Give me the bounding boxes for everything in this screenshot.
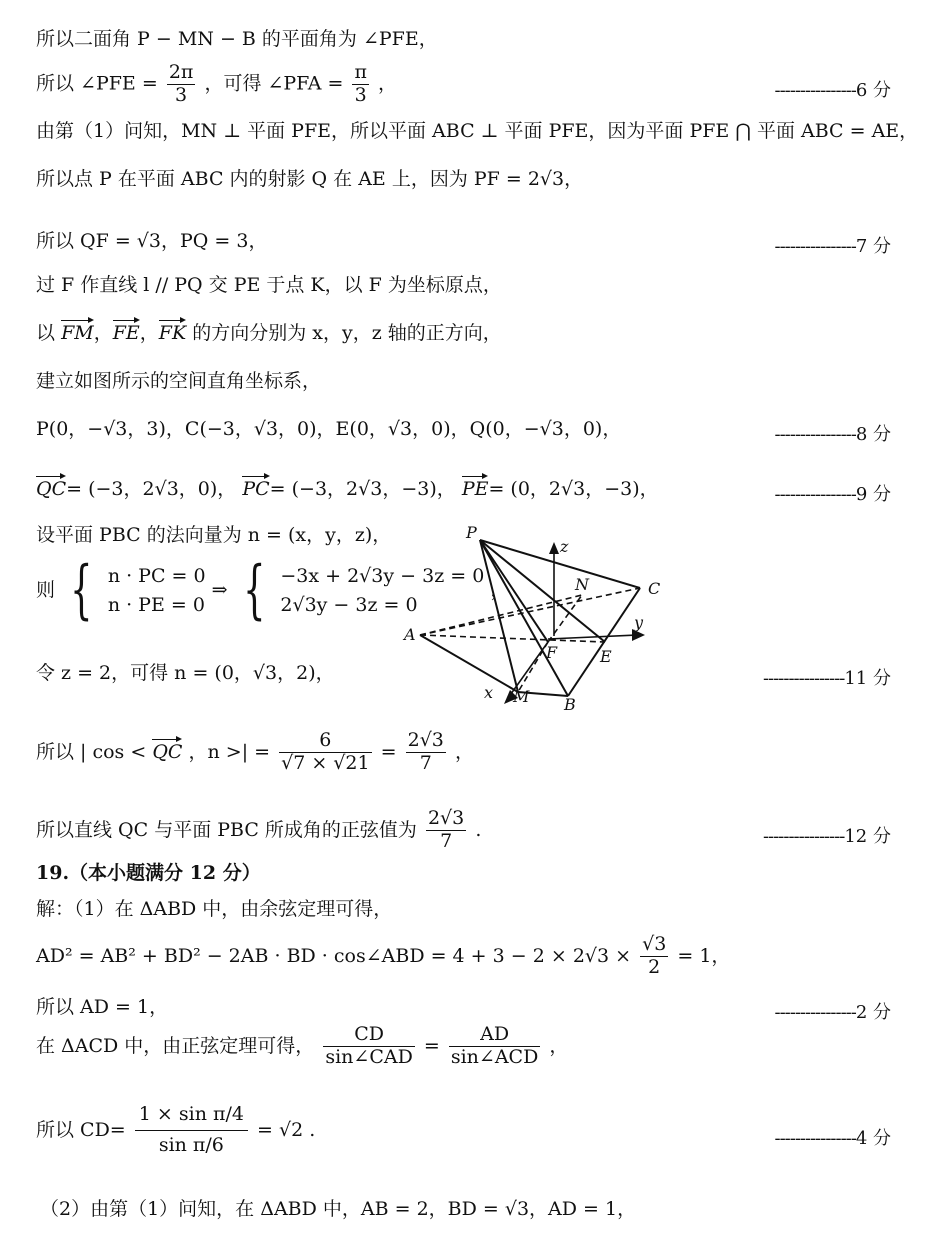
fraction-numerator: 6 xyxy=(279,730,371,753)
label-b: B xyxy=(564,695,576,714)
fraction-numerator: 1 × sin π/4 xyxy=(135,1100,248,1131)
text-segment: 的方向分别为 x，y，z 轴的正方向， xyxy=(192,322,502,344)
fraction-denominator: 7 xyxy=(440,829,453,852)
fraction xyxy=(352,62,369,107)
fraction xyxy=(135,1100,248,1161)
left-brace: { xyxy=(242,552,266,627)
text-segment: AD² = AB² + BD² − 2AB · BD · cos∠ABD = 4 + 3 − 2 × 2√3 × xyxy=(36,944,632,967)
text-segment: . xyxy=(475,818,482,841)
fraction-denominator: √7 × √21 xyxy=(281,751,370,774)
fraction-denominator: 3 xyxy=(354,83,367,106)
fraction-denominator: sin∠CAD xyxy=(325,1045,413,1068)
fraction-denominator: sin π/6 xyxy=(158,1133,224,1156)
text-segment: = (−3，2√3，0)， xyxy=(66,478,237,500)
text-line: 建立如图所示的空间直角坐标系， xyxy=(36,370,322,392)
equation-row: −3x + 2√3y − 3z = 0 xyxy=(280,565,485,587)
text-segment: 在 ΔACD 中，由正弦定理可得， xyxy=(36,1034,315,1057)
vector-qc: QC xyxy=(152,740,183,763)
fraction-numerator: AD xyxy=(449,1024,540,1047)
text-line: 所以 AD = 1， xyxy=(36,996,169,1018)
text-segment: 所以 ∠PFE = xyxy=(36,72,158,95)
text-segment: 所以 | cos < xyxy=(36,740,147,763)
text-line: 过 F 作直线 l // PQ 交 PE 于点 K，以 F 为坐标原点， xyxy=(36,274,502,296)
fraction xyxy=(640,934,668,979)
vector-fk: FK xyxy=(158,322,187,344)
text-line: P(0，−√3，3)，C(−3，√3，0)，E(0，√3，0)，Q(0，−√3，0)， xyxy=(36,418,622,440)
text-line: 解：（1）在 ΔABD 中，由余弦定理可得， xyxy=(36,898,393,920)
text-line: 在 ΔACD 中，由正弦定理可得， $\frac{CD}{\text{sin∠CAD}}$ = $\frac{AD}{\text{sin∠ACD}}$ ， xyxy=(36,1023,569,1068)
fraction-numerator: √3 xyxy=(642,933,667,955)
score-mark: ----------------9 分 xyxy=(774,484,891,505)
score-mark: ----------------2 分 xyxy=(774,1002,891,1023)
text-segment: ， xyxy=(378,72,398,95)
text-line xyxy=(36,1100,315,1161)
text-segment: 所以 CD= xyxy=(36,1118,126,1141)
label-n: N xyxy=(575,575,589,594)
score-mark: ----------------7 分 xyxy=(774,236,891,257)
equation-row: 2√3y − 3z = 0 xyxy=(280,593,418,616)
text-line: 由第（1）问知，MN ⊥ 平面 PFE，所以平面 ABC ⊥ 平面 PFE，因为平面 PFE ⋂ 平面 ABC = AE， xyxy=(36,120,919,142)
label-m: M xyxy=(513,687,530,706)
text-segment: 所以直线 QC 与平面 PBC 所成角的正弦值为 xyxy=(36,818,417,841)
text-line: 所以 | cos < QC ，n >| = $\frac{6}{√7 \times √21}$ = $\frac{2√3}{7}$ ， xyxy=(36,729,474,774)
system-left xyxy=(108,562,206,619)
text-line xyxy=(36,934,730,979)
fraction xyxy=(279,730,371,775)
text-line: 所以 QF = √3，PQ = 3， xyxy=(36,230,268,252)
text-line: 令 z = 2，可得 n = (0，√3，2)， xyxy=(36,662,335,684)
text-segment: = (−3，2√3，−3)， xyxy=(269,478,456,500)
fraction xyxy=(323,1024,414,1069)
label-x: x xyxy=(484,683,494,702)
text-line: 所以点 P 在平面 ABC 内的射影 Q 在 AE 上，因为 PF = 2√3， xyxy=(36,168,584,190)
text-line xyxy=(36,480,659,499)
text-segment: 则 xyxy=(36,579,56,601)
text-line xyxy=(36,62,397,107)
fraction-denominator: 2 xyxy=(648,955,661,978)
text-segment: = √2 . xyxy=(257,1118,316,1141)
label-z: z xyxy=(560,537,569,556)
label-y: y xyxy=(634,613,644,632)
text-segment: = 1， xyxy=(677,944,731,967)
text-segment: = (0，2√3，−3)， xyxy=(488,478,659,500)
text-segment: 以 xyxy=(36,322,56,344)
text-line: 设平面 PBC 的法向量为 n = (x，y，z)， xyxy=(36,524,392,546)
fraction xyxy=(406,730,446,775)
fraction-denominator: sin∠ACD xyxy=(450,1045,539,1068)
left-brace: { xyxy=(70,552,93,627)
vector-pe: PE xyxy=(461,478,489,500)
score-mark: ----------------8 分 xyxy=(774,424,891,445)
label-p: P xyxy=(466,523,477,542)
equation-row: n · PC = 0 xyxy=(107,565,206,587)
fraction-numerator: π xyxy=(354,61,367,83)
score-mark: ----------------4 分 xyxy=(774,1128,891,1149)
geometry-figure xyxy=(400,520,670,720)
text-segment: ，可得 ∠PFA = xyxy=(204,72,344,95)
text-line: 以 FM，FE，FK 的方向分别为 x，y，z 轴的正方向， xyxy=(36,322,502,344)
score-mark: ----------------11 分 xyxy=(763,668,891,689)
score-mark: ----------------6 分 xyxy=(774,80,891,101)
text-line: （2）由第（1）问知，在 ΔABD 中，AB = 2，BD = √3，AD = 1， xyxy=(40,1198,637,1220)
fraction-denominator: 7 xyxy=(419,751,432,774)
fraction xyxy=(167,62,196,107)
fraction-numerator: CD xyxy=(323,1024,414,1047)
question-heading: 19.（本小题满分 12 分） xyxy=(36,862,261,884)
vector-fm: FM xyxy=(61,322,94,344)
score-mark: ----------------12 分 xyxy=(763,826,891,847)
fraction-denominator: 3 xyxy=(175,83,188,106)
text-segment: ，n >| = xyxy=(188,740,271,763)
equation-system: 则 { n · PC = 0 n · PE = 0 ⇒ { −3x + 2√3y − 3z = 0 2√3y − 3z = 0 ， xyxy=(36,552,510,627)
fraction xyxy=(426,808,466,853)
label-e: E xyxy=(600,647,612,666)
label-a: A xyxy=(404,625,416,644)
fraction-numerator: 2√3 xyxy=(407,729,444,751)
text-line xyxy=(36,808,481,853)
fraction-numerator: 2π xyxy=(168,61,194,83)
label-c: C xyxy=(648,579,661,598)
text-line: 所以二面角 P − MN − B 的平面角为 ∠PFE， xyxy=(36,28,438,50)
text-segment: ， xyxy=(454,740,474,763)
equation-row: n · PE = 0 xyxy=(107,593,205,616)
fraction xyxy=(449,1024,540,1069)
vector-pc: PC xyxy=(242,478,270,500)
label-f: F xyxy=(546,643,558,662)
vector-qc: QC xyxy=(36,478,67,500)
vector-fe: FE xyxy=(112,322,140,344)
fraction-numerator: 2√3 xyxy=(427,807,465,829)
